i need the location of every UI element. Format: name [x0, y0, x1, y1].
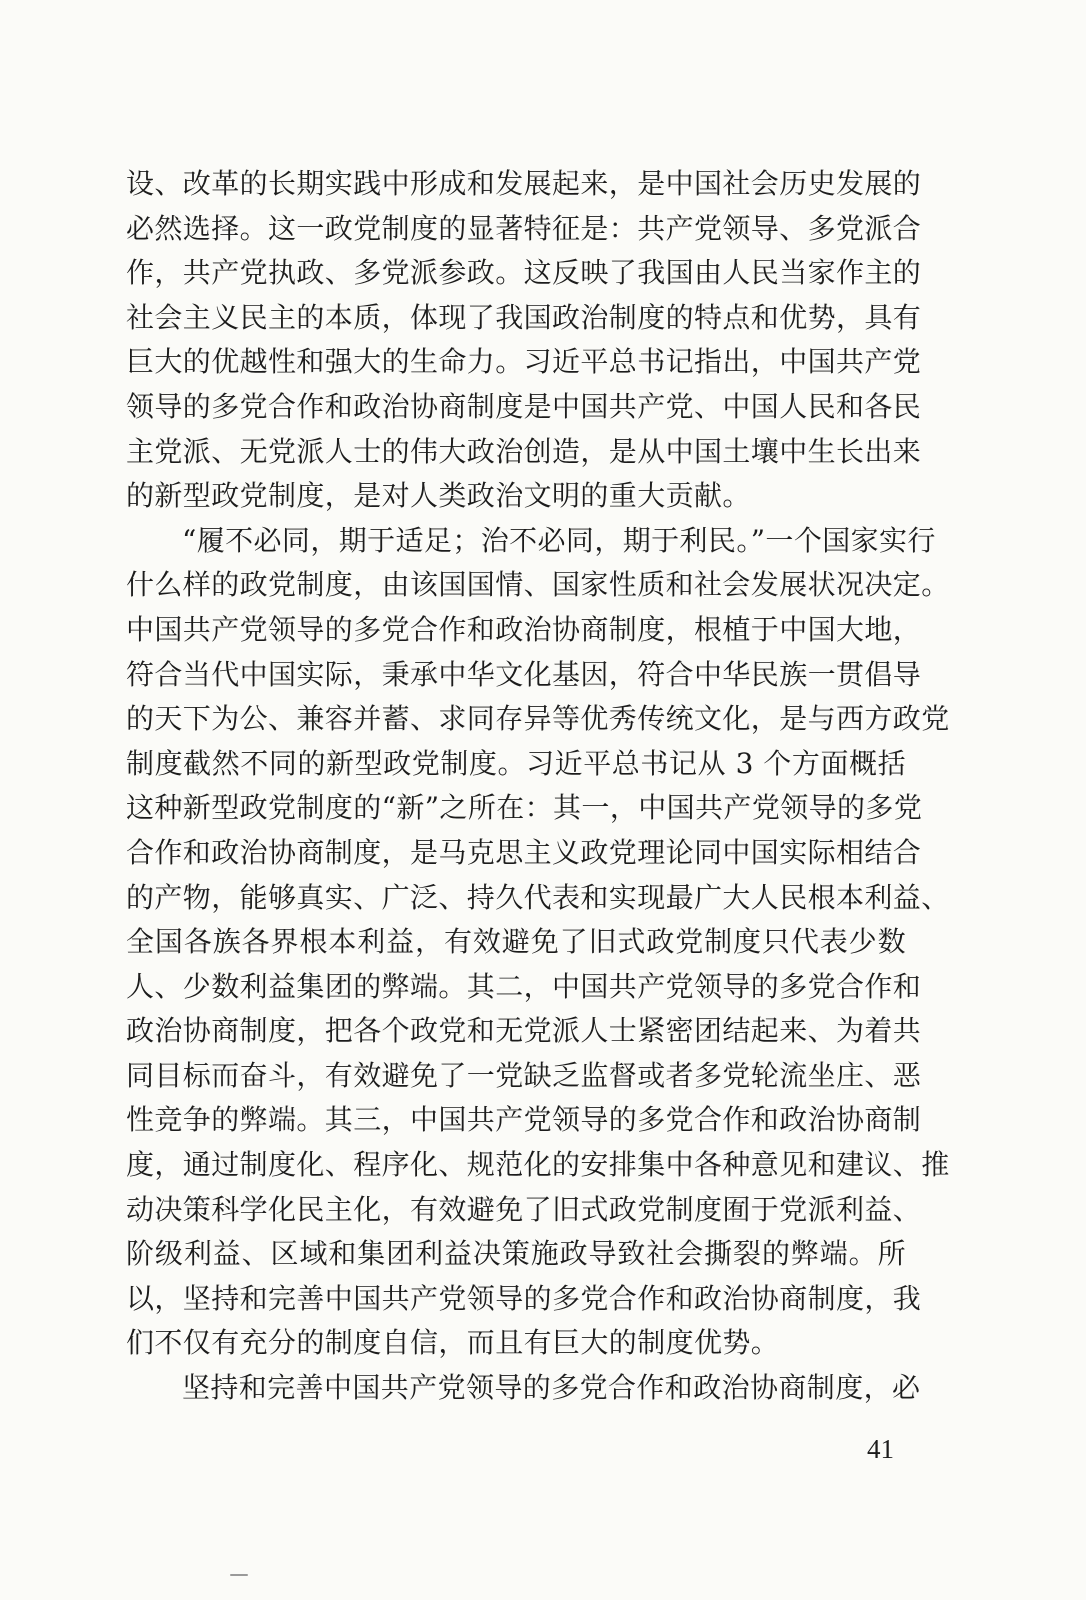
- text-line-9: “履不必同，期于适足；治不必同，期于利民。”一个国家实行: [182, 523, 936, 557]
- text-line-14: 制度截然不同的新型政党制度。习近平总书记从 3 个方面概括: [126, 746, 906, 780]
- text-line-13: 的天下为公、兼容并蓄、求同存异等优秀传统文化，是与西方政党: [126, 702, 950, 736]
- text-line-20: 政治协商制度，把各个政党和无党派人士紧密团结起来、为着共: [126, 1014, 922, 1048]
- text-line-11: 中国共产党领导的多党合作和政治协商制度，根植于中国大地，: [126, 612, 922, 646]
- text-line-4: 社会主义民主的本质，体现了我国政治制度的特点和优势，具有: [126, 300, 922, 334]
- text-line-24: 动决策科学化民主化，有效避免了旧式政党制度囿于党派利益、: [126, 1192, 922, 1226]
- body-text: [126, 162, 950, 1411]
- page-number: 41: [867, 1434, 894, 1464]
- text-line-22: 性竞争的弊端。其三，中国共产党领导的多党合作和政治协商制: [126, 1103, 922, 1137]
- text-line-1: 设、改革的长期实践中形成和发展起来，是中国社会历史发展的: [126, 167, 922, 200]
- text-line-3: 作，共产党执政、多党派参政。这反映了我国由人民当家作主的: [126, 256, 922, 290]
- text-line-16: 合作和政治协商制度，是马克思主义政党理论同中国实际相结合: [126, 835, 922, 869]
- text-line-5: 巨大的优越性和强大的生命力。习近平总书记指出，中国共产党: [126, 345, 922, 379]
- text-line-12: 符合当代中国实际，秉承中华文化基因，符合中华民族一贯倡导: [126, 657, 922, 691]
- scan-speck: [230, 1574, 248, 1576]
- text-line-27: 们不仅有充分的制度自信，而且有巨大的制度优势。: [126, 1326, 780, 1360]
- text-line-28: 坚持和完善中国共产党领导的多党合作和政治协商制度，必: [182, 1371, 921, 1405]
- text-line-19: 人、少数利益集团的弊端。其二，中国共产党领导的多党合作和: [126, 969, 922, 1003]
- text-line-10: 什么样的政党制度，由该国国情、国家性质和社会发展状况决定。: [126, 568, 950, 602]
- text-line-18: 全国各族各界根本利益，有效避免了旧式政党制度只代表少数: [126, 925, 906, 959]
- text-line-2: 必然选择。这一政党制度的显著特征是：共产党领导、多党派合: [126, 211, 922, 245]
- text-line-26: 以，坚持和完善中国共产党领导的多党合作和政治协商制度，我: [126, 1281, 922, 1315]
- text-line-21: 同目标而奋斗，有效避免了一党缺乏监督或者多党轮流坐庄、恶: [126, 1058, 922, 1092]
- text-line-7: 主党派、无党派人士的伟大政治创造，是从中国土壤中生长出来: [126, 434, 922, 468]
- text-line-23: 度，通过制度化、程序化、规范化的安排集中各种意见和建议、推: [126, 1148, 950, 1182]
- text-line-25: 阶级利益、区域和集团利益决策施政导致社会撕裂的弊端。所: [126, 1237, 906, 1271]
- text-line-6: 领导的多党合作和政治协商制度是中国共产党、中国人民和各民: [126, 389, 922, 423]
- text-line-17: 的产物，能够真实、广泛、持久代表和实现最广大人民根本利益、: [126, 880, 950, 914]
- text-line-8: 的新型政党制度，是对人类政治文明的重大贡献。: [126, 479, 751, 513]
- text-line-15: 这种新型政党制度的“新”之所在：其一，中国共产党领导的多党: [126, 791, 923, 825]
